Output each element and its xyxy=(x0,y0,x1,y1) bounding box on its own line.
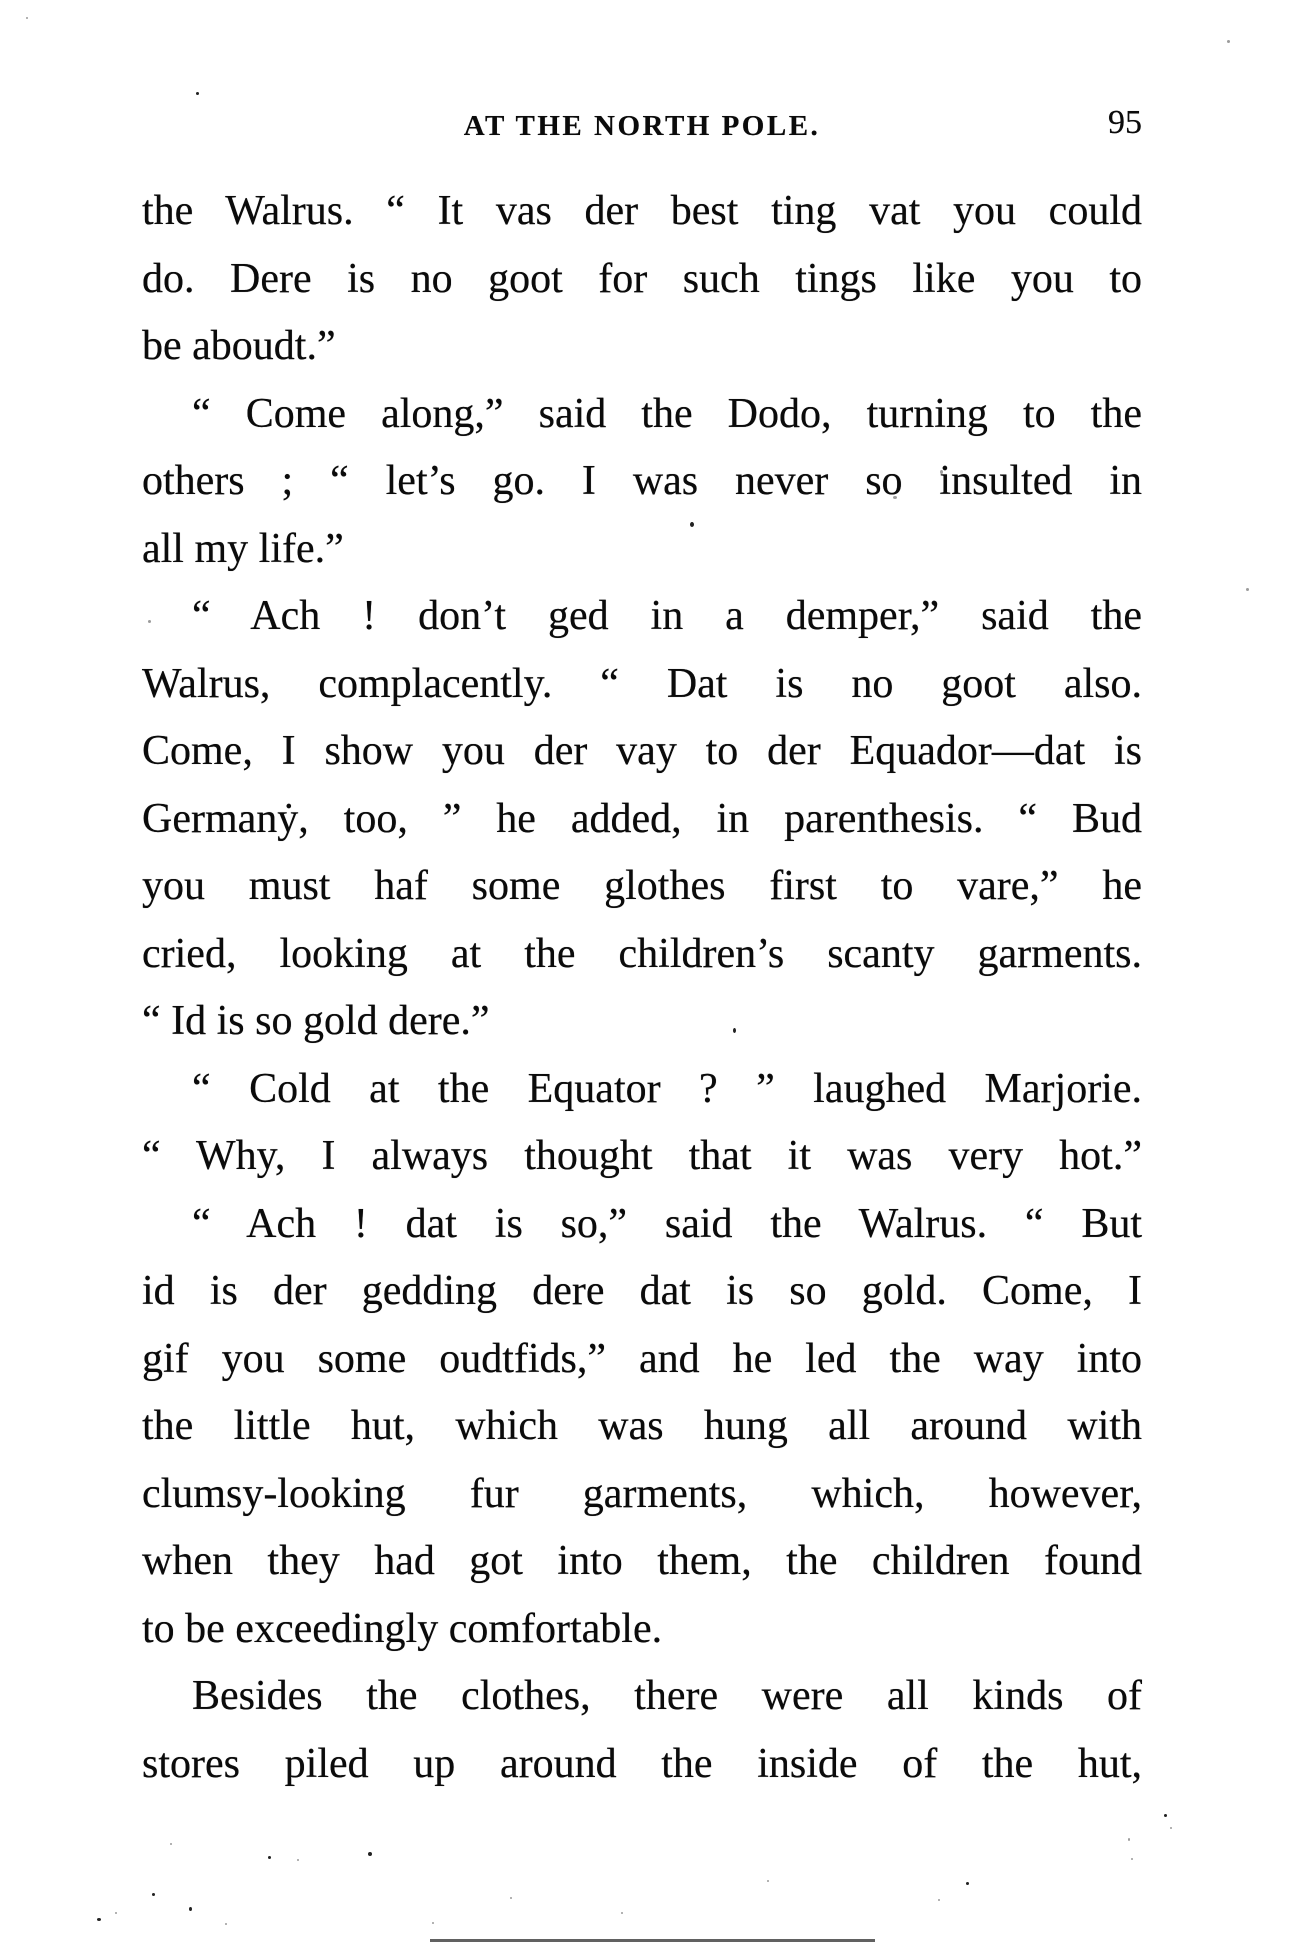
scan-speck xyxy=(938,1899,940,1901)
scan-speck xyxy=(148,620,151,623)
text-line: do. Dere is no goot for such tings like you to xyxy=(142,255,1142,302)
scan-speck xyxy=(268,1856,271,1859)
scan-speck xyxy=(510,1897,512,1899)
text-line: gif you some oudtfids,” and he led the way into xyxy=(142,1335,1142,1382)
text-block xyxy=(142,178,1142,1798)
scan-speck xyxy=(170,1843,172,1845)
scan-edge-line xyxy=(430,1939,875,1942)
text-line: Walrus, complacently. “ Dat is no goot also. xyxy=(142,660,1142,707)
scan-speck xyxy=(1131,1858,1133,1860)
text-line: others ; “ let’s go. I was never so insulted in xyxy=(142,458,1142,504)
scan-speck xyxy=(621,1912,623,1914)
text-line: id is der gedding dere dat is so gold. Come, I xyxy=(142,1268,1142,1314)
text-line: stores piled up around the inside of the hut, xyxy=(142,1740,1142,1787)
running-title: AT THE NORTH POLE. xyxy=(463,110,821,142)
text-line: when they had got into them, the children found xyxy=(142,1538,1142,1584)
text-line: the little hut, which was hung all around with xyxy=(142,1403,1142,1449)
text-line: “ Come along,” said the Dodo, turning to the xyxy=(192,390,1142,437)
scan-speck xyxy=(1170,1827,1172,1829)
scan-speck xyxy=(767,1880,769,1882)
text-line: “ Ach ! dat is so,” said the Walrus. “ But xyxy=(192,1200,1142,1247)
scan-speck xyxy=(1227,40,1230,43)
text-line: all my life.” xyxy=(142,525,344,572)
scan-speck xyxy=(966,1882,969,1885)
scan-speck xyxy=(297,1859,299,1861)
page-header xyxy=(142,104,1142,152)
text-line: you must haf some glothes first to vare,” he xyxy=(142,863,1142,909)
page-number: 95 xyxy=(1108,104,1142,141)
text-line: “ Ach ! don’t ged in a demper,” said the xyxy=(192,593,1142,639)
text-line: cried, looking at the children’s scanty garments. xyxy=(142,930,1142,977)
scan-speck xyxy=(196,92,199,95)
scan-speck xyxy=(893,496,897,499)
text-line: Besides the clothes, there were all kinds of xyxy=(192,1673,1142,1719)
text-line: “ Cold at the Equator ? ” laughed Marjorie. xyxy=(192,1065,1142,1112)
text-line: Come, I show you der vay to der Equador—dat is xyxy=(142,728,1142,774)
scan-speck xyxy=(368,1852,372,1856)
scan-speck xyxy=(26,17,28,19)
scan-speck xyxy=(225,1923,227,1925)
scan-speck xyxy=(1128,1838,1130,1841)
text-line: to be exceedingly comfortable. xyxy=(142,1605,663,1652)
scan-speck xyxy=(940,470,943,474)
text-line: the Walrus. “ It vas der best ting vat you could xyxy=(142,188,1142,234)
scan-speck xyxy=(97,1918,101,1921)
scan-speck xyxy=(733,1028,736,1033)
scan-speck xyxy=(1246,588,1249,591)
scan-speck xyxy=(1164,1814,1167,1817)
scan-speck xyxy=(432,1922,434,1924)
text-line: be aboudt.” xyxy=(142,323,336,369)
scan-speck xyxy=(152,1893,155,1896)
text-line: “ Id is so gold dere.” xyxy=(142,998,490,1044)
scan-speck xyxy=(189,1907,192,1911)
text-line: Germanẏ, too, ” he added, in parenthesis. “ Bud xyxy=(142,795,1142,842)
text-line: clumsy-looking fur garments, which, however, xyxy=(142,1470,1142,1517)
text-line: “ Why, I always thought that it was very hot.” xyxy=(142,1133,1142,1179)
scan-speck xyxy=(115,1912,117,1914)
scan-speck xyxy=(690,522,694,527)
